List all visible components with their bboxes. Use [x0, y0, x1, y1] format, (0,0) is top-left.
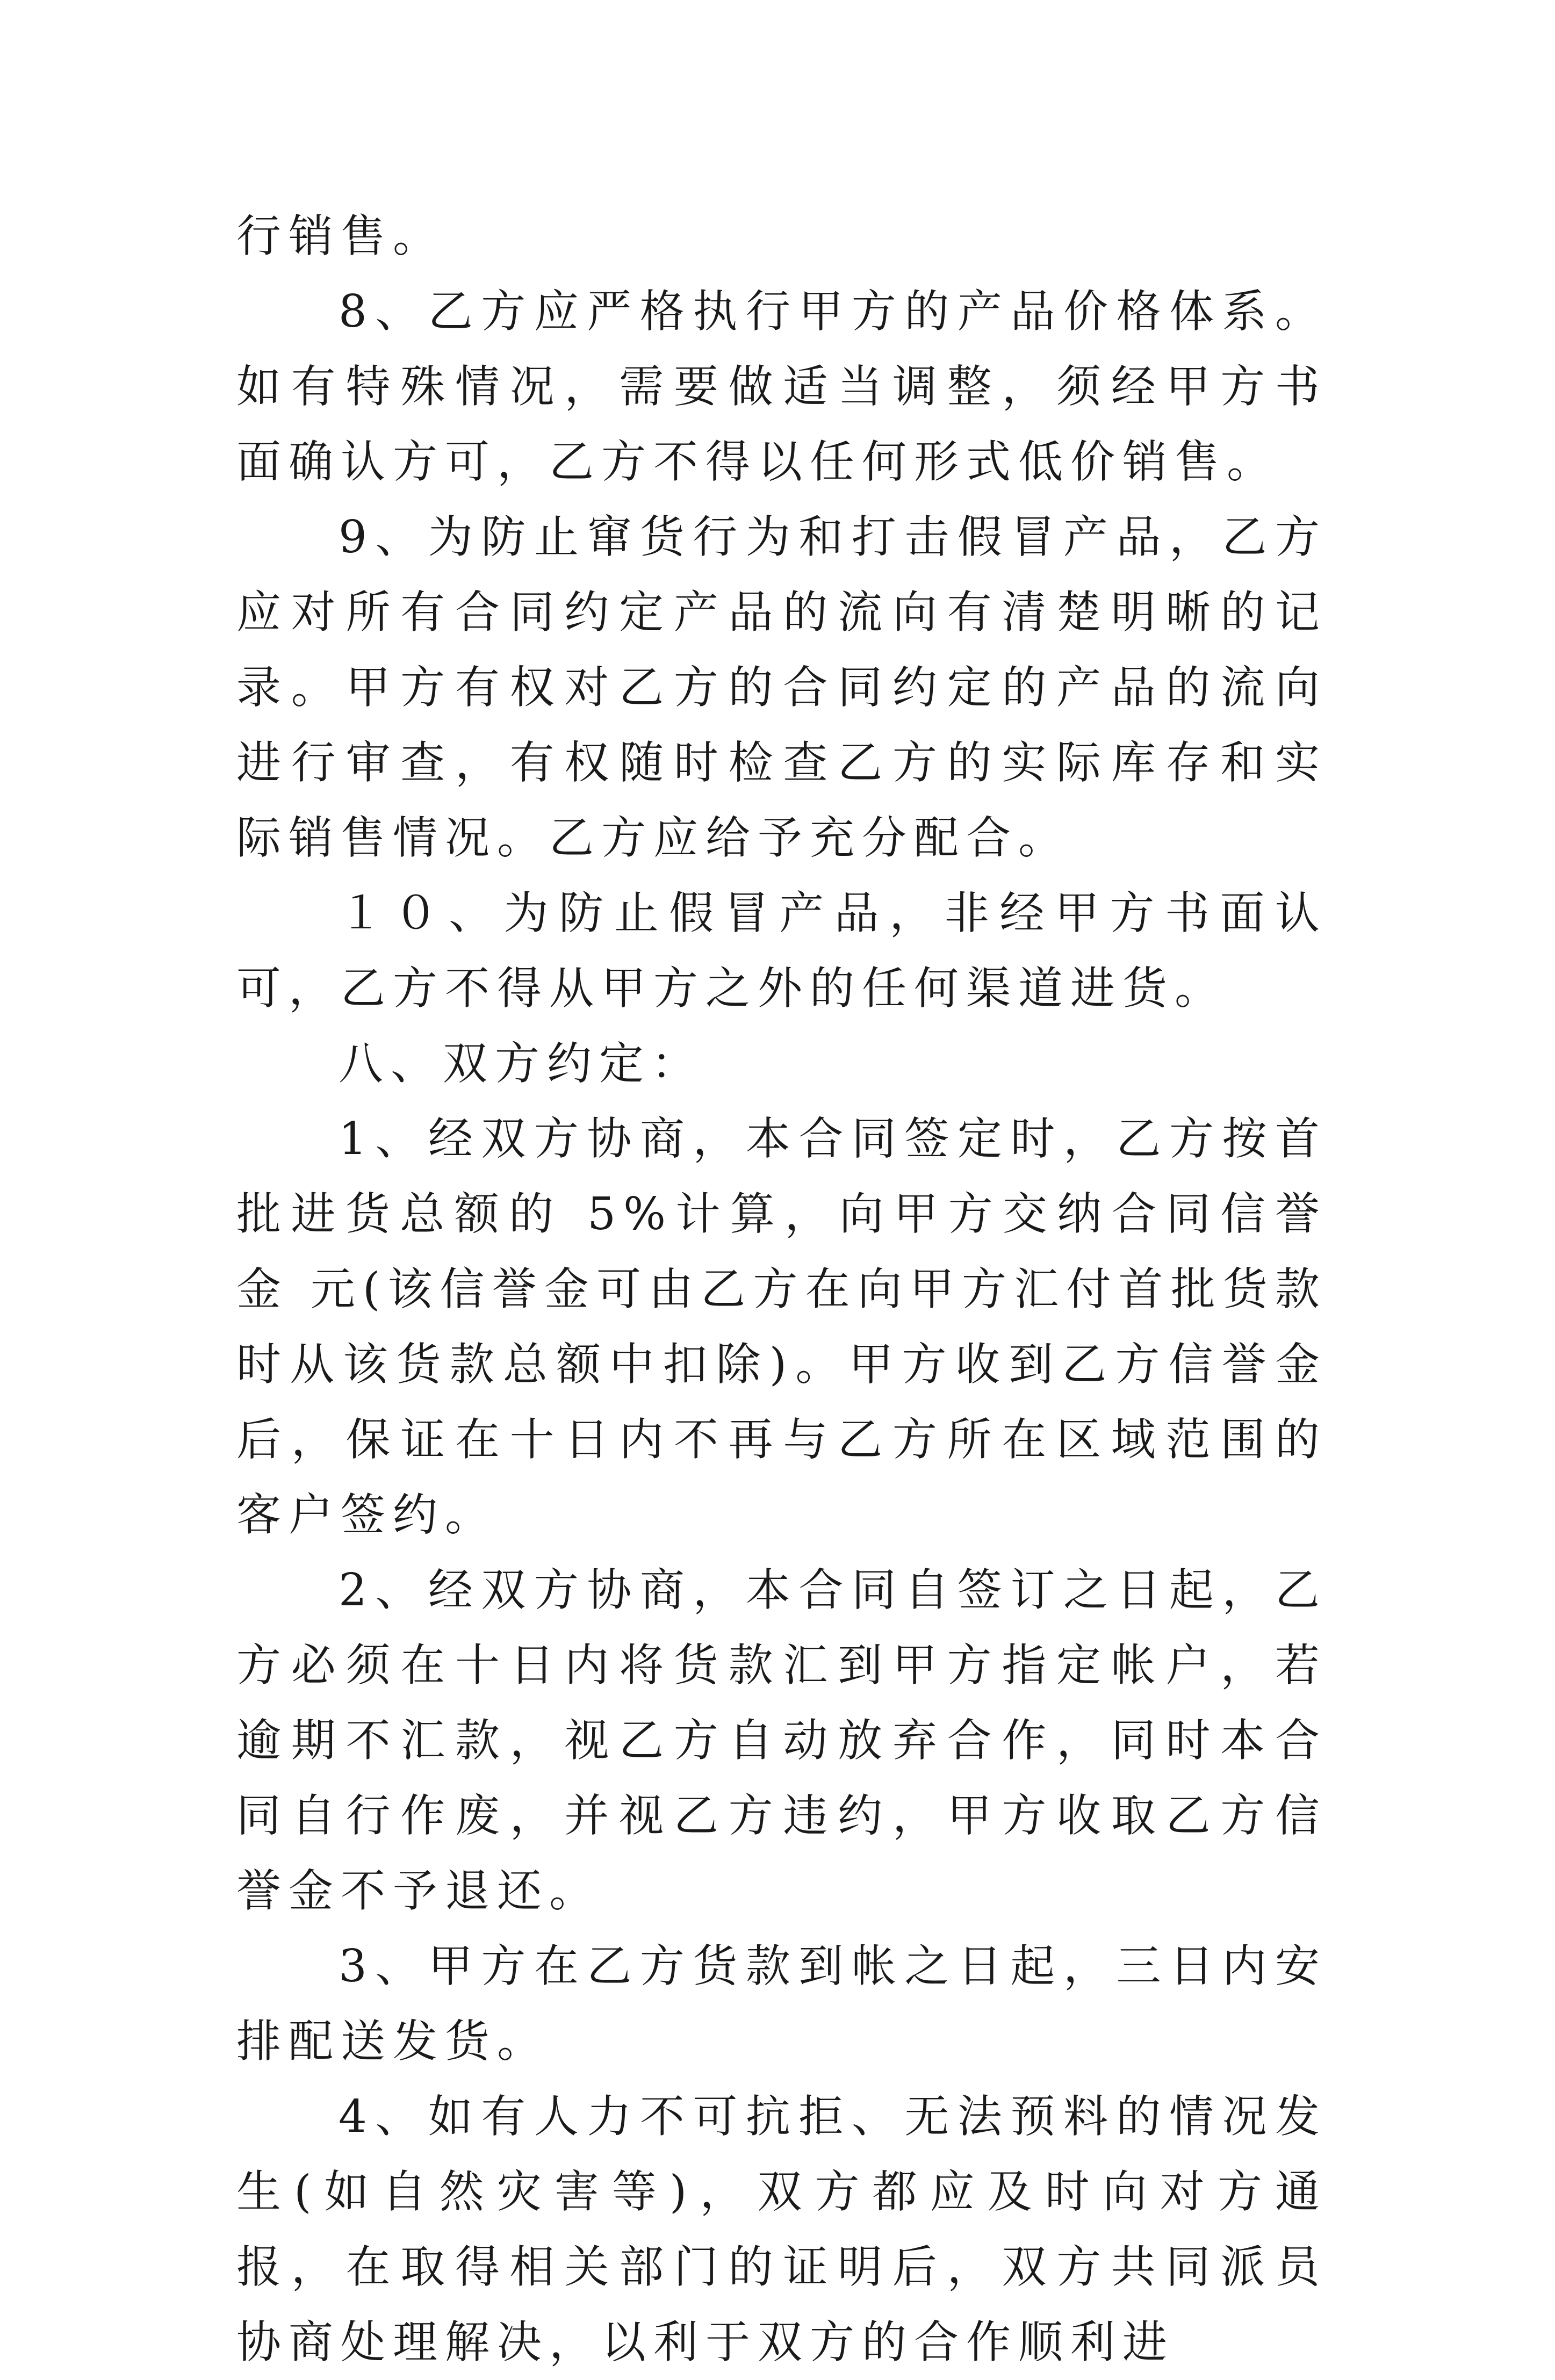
paragraph-clause-10: １０、为防止假冒产品，非经甲方书面认可，乙方不得从甲方之外的任何渠道进货。 — [236, 887, 1327, 1014]
paragraph-agreement-3: 3、甲方在乙方货款到帐之日起，三日内安排配送发货。 — [236, 1940, 1327, 2067]
section-heading-eight: 八、双方约定： — [339, 1037, 703, 1090]
paragraph-clause-9: 9、为防止窜货行为和打击假冒产品，乙方应对所有合同约定产品的流向有清楚明晰的记录。甲方有权对乙方的合同约定的产品的流向进行审查，有权随时检查乙方的实际库存和实际销售情况。乙方应给予充分配合。 — [236, 511, 1327, 864]
paragraph-agreement-4: 4、如有人力不可抗拒、无法预料的情况发生(如自然灾害等)，双方都应及时向对方通报，在取得相关部门的证明后，双方共同派员协商处理解决，以利于双方的合作顺利进 — [236, 2090, 1327, 2368]
paragraph-agreement-2: 2、经双方协商，本合同自签订之日起，乙方必须在十日内将货款汇到甲方指定帐户，若逾期不汇款，视乙方自动放弃合作，同时本合同自行作废，并视乙方违约，甲方收取乙方信誉金不予退还。 — [236, 1564, 1327, 1917]
paragraph-agreement-1: 1、经双方协商，本合同签定时，乙方按首批进货总额的 5%计算，向甲方交纳合同信誉金 元(该信誉金可由乙方在向甲方汇付首批货款时从该货款总额中扣除)。甲方收到乙方信誉金后，保证在十日内不再与乙方所在区域范围的客户签约。 — [236, 1113, 1327, 1541]
paragraph-continuation: 行销售。 — [236, 210, 445, 262]
document-body — [236, 199, 1327, 2380]
paragraph-clause-8: 8、乙方应严格执行甲方的产品价格体系。如有特殊情况，需要做适当调整，须经甲方书面确认方可，乙方不得以任何形式低价销售。 — [236, 285, 1327, 488]
